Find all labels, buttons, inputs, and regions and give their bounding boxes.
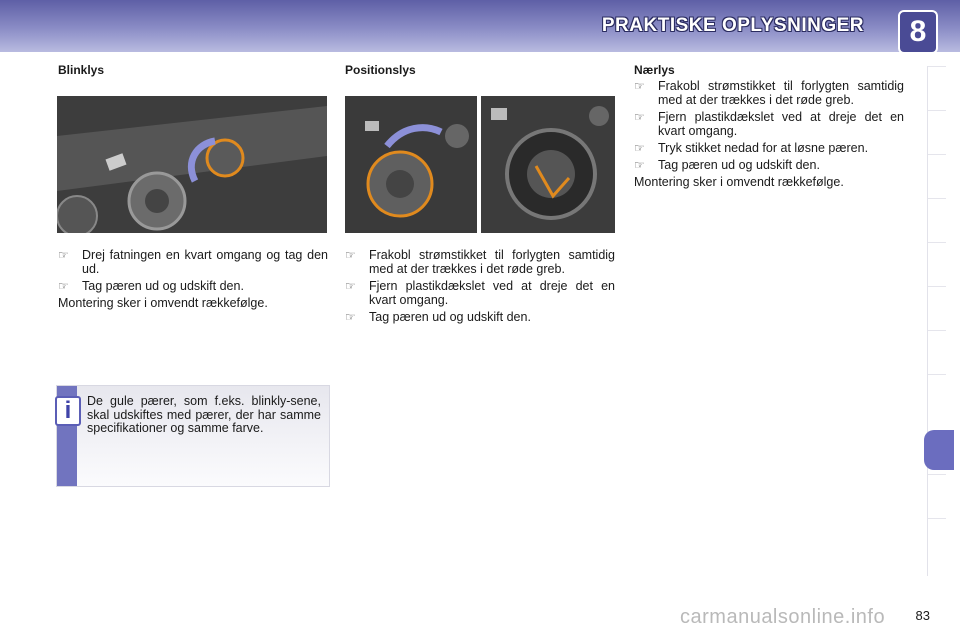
info-icon: i — [55, 396, 81, 426]
chapter-tab-active[interactable] — [924, 430, 954, 470]
list-item: ☞ Tag pæren ud og udskift den. — [58, 279, 244, 293]
chapter-number-badge: 8 — [898, 10, 938, 54]
list-item: ☞ Tag pæren ud og udskift den. — [345, 310, 531, 324]
chapter-tab[interactable] — [928, 330, 946, 371]
pointing-hand-icon: ☞ — [345, 310, 356, 324]
naerlys-text — [634, 79, 904, 189]
chapter-tab[interactable] — [928, 110, 946, 151]
chapter-tab[interactable] — [928, 474, 946, 515]
chapter-tab[interactable] — [928, 154, 946, 195]
chapter-tab[interactable] — [928, 518, 946, 559]
chapter-tab[interactable] — [928, 286, 946, 327]
blinklys-heading: Blinklys — [58, 63, 105, 77]
pointing-hand-icon: ☞ — [345, 248, 356, 262]
list-item: ☞ Tryk stikket nedad for at løsne pæren. — [634, 141, 869, 155]
chapter-tab[interactable] — [928, 198, 946, 239]
chapter-tab[interactable] — [928, 242, 946, 283]
list-item: ☞ Frakobl strømstikket til forlygten samtidig med at der trækkes i det røde greb. — [634, 79, 904, 107]
positionslys-photo-right — [481, 96, 615, 233]
page-number: 83 — [915, 608, 930, 623]
pointing-hand-icon: ☞ — [634, 79, 645, 93]
assembly-note: Montering sker i omvendt rækkefølge. — [634, 175, 844, 189]
list-item: ☞ Fjern plastikdækslet ved at dreje det en kvart omgang. — [634, 110, 904, 138]
positionslys-heading: Positionslys — [345, 63, 416, 77]
pointing-hand-icon: ☞ — [58, 248, 69, 262]
chapter-tab[interactable] — [928, 374, 946, 415]
blinklys-photo — [57, 96, 327, 233]
list-item: ☞ Drej fatningen en kvart omgang og tag den ud. — [58, 248, 328, 276]
naerlys-heading: Nærlys — [634, 63, 675, 77]
page-header — [0, 0, 960, 52]
chapter-tab[interactable] — [928, 66, 946, 107]
pointing-hand-icon: ☞ — [58, 279, 69, 293]
pointing-hand-icon: ☞ — [634, 110, 645, 124]
positionslys-text — [345, 248, 615, 327]
list-item: ☞ Tag pæren ud og udskift den. — [634, 158, 820, 172]
positionslys-photo-left — [345, 96, 477, 233]
pointing-hand-icon: ☞ — [634, 141, 645, 155]
info-text: De gule pærer, som f.eks. blinkly-sene, skal udskiftes med pærer, der har samme specifikationer og samme farve. — [87, 394, 321, 435]
watermark: carmanualsonline.info — [680, 606, 886, 628]
pointing-hand-icon: ☞ — [634, 158, 645, 172]
list-item: ☞ Frakobl strømstikket til forlygten samtidig med at der trækkes i det røde greb. — [345, 248, 615, 276]
pointing-hand-icon: ☞ — [345, 279, 356, 293]
info-box — [56, 385, 330, 487]
chapter-tab-strip — [927, 66, 946, 576]
blinklys-text — [58, 248, 328, 310]
assembly-note: Montering sker i omvendt rækkefølge. — [58, 296, 268, 310]
list-item: ☞ Fjern plastikdækslet ved at dreje det en kvart omgang. — [345, 279, 615, 307]
chapter-title: PRAKTISKE OPLYSNINGER — [601, 15, 864, 36]
